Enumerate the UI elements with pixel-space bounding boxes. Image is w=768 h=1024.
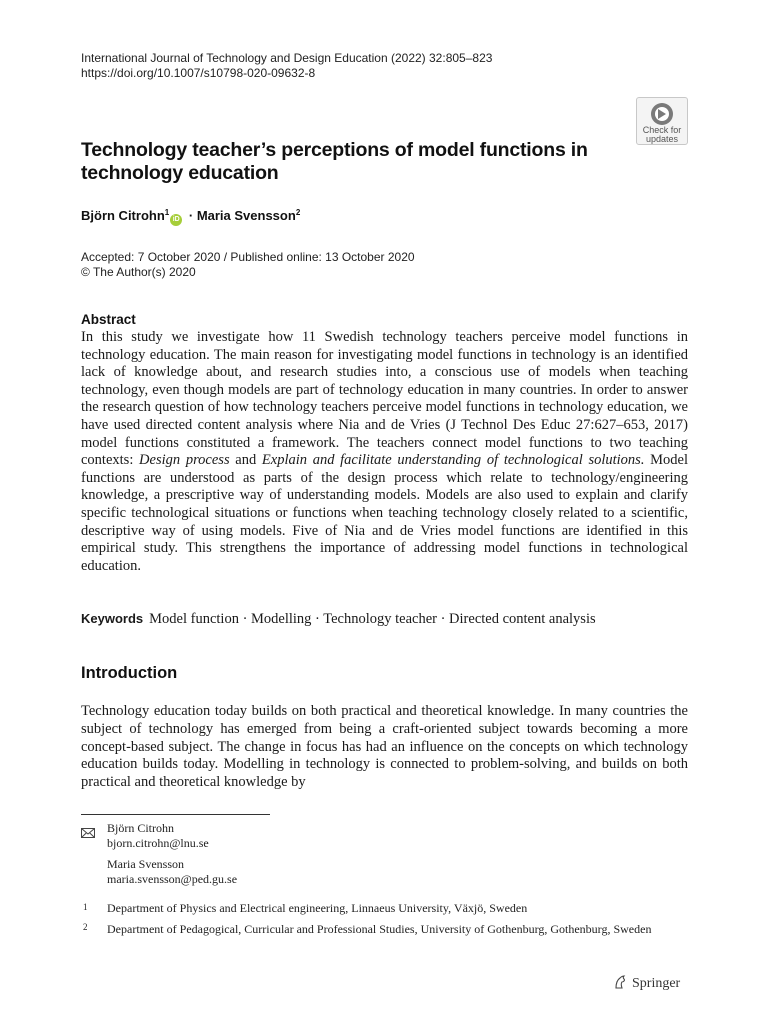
publisher-logo	[612, 974, 680, 992]
abstract-text-1: In this study we investigate how 11 Swedish technology teachers perceive model functions in technology education. The main reason for investigating model functions in technology is an identified lack of knowledge about, and research studies into, a conscious use of models when teaching technology, even though models are part of technology education in many countries. In order to answer the research question of how technology teachers perceive model functions in technology education, we have used directed content analysis where Nia and de Vries (J Technol Des Educ 27:627–653, 2017) model functions constituted a framework. The teachers connect model functions to two teaching contexts:	[81, 329, 688, 469]
abstract-body	[81, 329, 688, 575]
author-1-affiliation: 1	[164, 208, 170, 217]
abstract-and: and	[229, 452, 262, 469]
abstract-heading: Abstract	[81, 312, 136, 327]
journal-citation: International Journal of Technology and Design Education (2022) 32:805–823	[81, 51, 493, 65]
springer-horse-icon	[612, 974, 628, 990]
check-updates-icon	[649, 102, 675, 126]
contact-2-name: Maria Svensson	[107, 857, 184, 871]
author-1-name[interactable]: Björn Citrohn	[81, 208, 165, 223]
author-list	[81, 208, 300, 226]
history-dates: Accepted: 7 October 2020 / Published online: 13 October 2020	[81, 250, 415, 264]
contact-2	[107, 857, 237, 886]
affiliation-1-number: 1	[83, 902, 88, 912]
author-separator: ·	[188, 208, 194, 223]
copyright: © The Author(s) 2020	[81, 265, 196, 279]
introduction-heading: Introduction	[81, 664, 178, 682]
affiliation-1: Department of Physics and Electrical engineering, Linnaeus University, Växjö, Sweden	[107, 901, 528, 915]
abstract-italic-1: Design process	[139, 452, 230, 469]
check-for-updates-badge[interactable]	[636, 97, 688, 145]
article-title: Technology teacher’s perceptions of model functions in technology education	[81, 139, 588, 184]
keywords-label: Keywords	[81, 611, 144, 626]
affiliation-2-number: 2	[83, 922, 88, 932]
check-label-2: updates	[645, 134, 679, 144]
abstract-italic-2: Explain and facilitate understanding of technological solutions.	[261, 452, 645, 469]
keywords-text: Model function · Modelling · Technology teacher · Directed content analysis	[149, 611, 596, 627]
affiliation-2: Department of Pedagogical, Curricular and Professional Studies, University of Gothenburg, Gothenburg, Sweden	[107, 922, 652, 936]
doi-link[interactable]: https://doi.org/10.1007/s10798-020-09632-8	[81, 66, 316, 80]
author-2-name[interactable]: Maria Svensson	[196, 208, 296, 223]
keywords	[81, 611, 596, 628]
envelope-icon	[81, 825, 95, 843]
contact-1	[107, 821, 209, 850]
publication-dates	[81, 250, 415, 280]
contact-1-email[interactable]: bjorn.citrohn@lnu.se	[107, 835, 209, 850]
author-2-affiliation: 2	[295, 208, 301, 217]
publisher-name: Springer	[632, 976, 681, 991]
footnote-divider	[81, 814, 270, 815]
contact-1-name: Björn Citrohn	[107, 821, 175, 835]
introduction-body: Technology education today builds on both practical and theoretical knowledge. In many countries the subject of technology has emerged from being a craft-oriented subject towards becoming a more concept-based subject. The change in focus has had an influence on the concepts on which technology education builds today. Modelling in technology is connected to problem-solving, and builds on both practical and theoretical knowledge by	[81, 703, 688, 791]
journal-header	[81, 51, 492, 81]
abstract-text-2: Model functions are understood as parts of the design process which relate to technology/engineering knowledge, a prescriptive way of understanding models. Models are also used to explain and clarify specific technological situations or functions when teaching technology closely related to a scientific, descriptive way of using models. Five of Nia and de Vries model functions are identified in this empirical study. This strengthens the importance of addressing model functions in technological education.	[81, 452, 689, 574]
check-label-1: Check for	[642, 125, 682, 135]
orcid-icon[interactable]: iD	[170, 214, 182, 226]
contact-2-email[interactable]: maria.svensson@ped.gu.se	[107, 871, 238, 886]
